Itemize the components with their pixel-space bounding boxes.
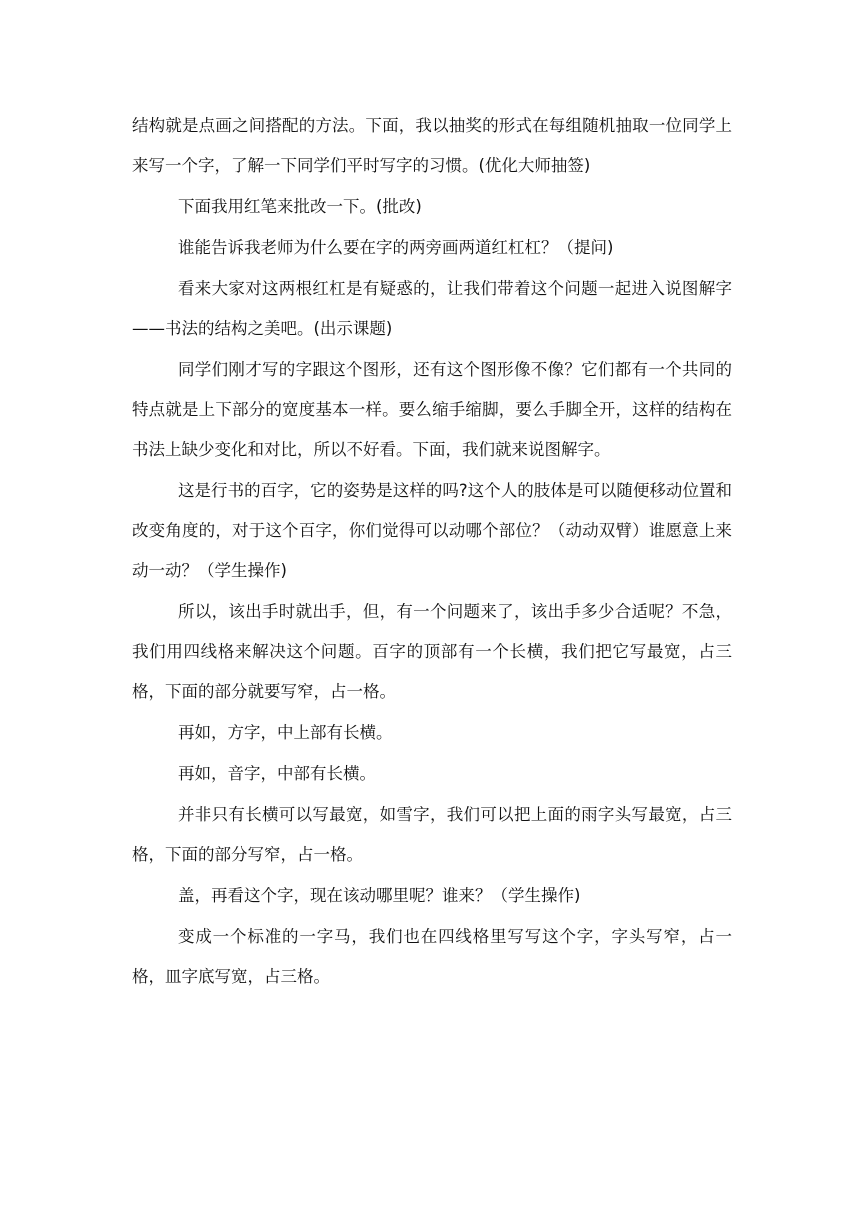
paragraph-3: 谁能告诉我老师为什么要在字的两旁画两道红杠杠？（提问): [178, 238, 614, 257]
paragraph-5: 同学们刚才写的字跟这个图形，还有这个图形像不像？它们都有一个共同的特点就是上下部分的宽度基本一样。要么缩手缩脚，要么手脚全开，这样的结构在书法上缺少变化和对比，所以不好看。下面，我们就来说图解字。: [132, 360, 732, 459]
paragraph-12: 变成一个标准的一字马，我们也在四线格里写写这个字，字头写窄，占一格，皿字底写宽，占三格。: [132, 927, 732, 986]
paragraph-6: 这是行书的百字，它的姿势是这样的吗?这个人的肢体是可以随便移动位置和改变角度的，对于这个百字，你们觉得可以动哪个部位？（动动双臂）谁愿意上来动一动？（学生操作): [132, 481, 732, 580]
paragraph-8: 再如，方字，中上部有长横。: [178, 723, 393, 742]
paragraph-4: 看来大家对这两根红杠是有疑惑的，让我们带着这个问题一起进入说图解字——书法的结构之美吧。(出示课题): [132, 279, 732, 338]
paragraph-2: 下面我用红笔来批改一下。(批改): [178, 197, 422, 216]
paragraph-9: 再如，音字，中部有长横。: [178, 764, 376, 783]
paragraph-10: 并非只有长横可以写最宽，如雪字，我们可以把上面的雨字头写最宽，占三格，下面的部分写窄，占一格。: [132, 805, 732, 864]
paragraph-1: 结构就是点画之间搭配的方法。下面，我以抽奖的形式在每组随机抽取一位同学上来写一个字，了解一下同学们平时写字的习惯。(优化大师抽签): [132, 116, 732, 175]
document-body: [132, 106, 732, 998]
paragraph-7: 所以，该出手时就出手，但，有一个问题来了，该出手多少合适呢？不急，我们用四线格来解决这个问题。百字的顶部有一个长横，我们把它写最宽，占三格，下面的部分就要写窄，占一格。: [132, 602, 732, 701]
paragraph-11: 盖，再看这个字，现在该动哪里呢？谁来？（学生操作): [178, 886, 581, 905]
